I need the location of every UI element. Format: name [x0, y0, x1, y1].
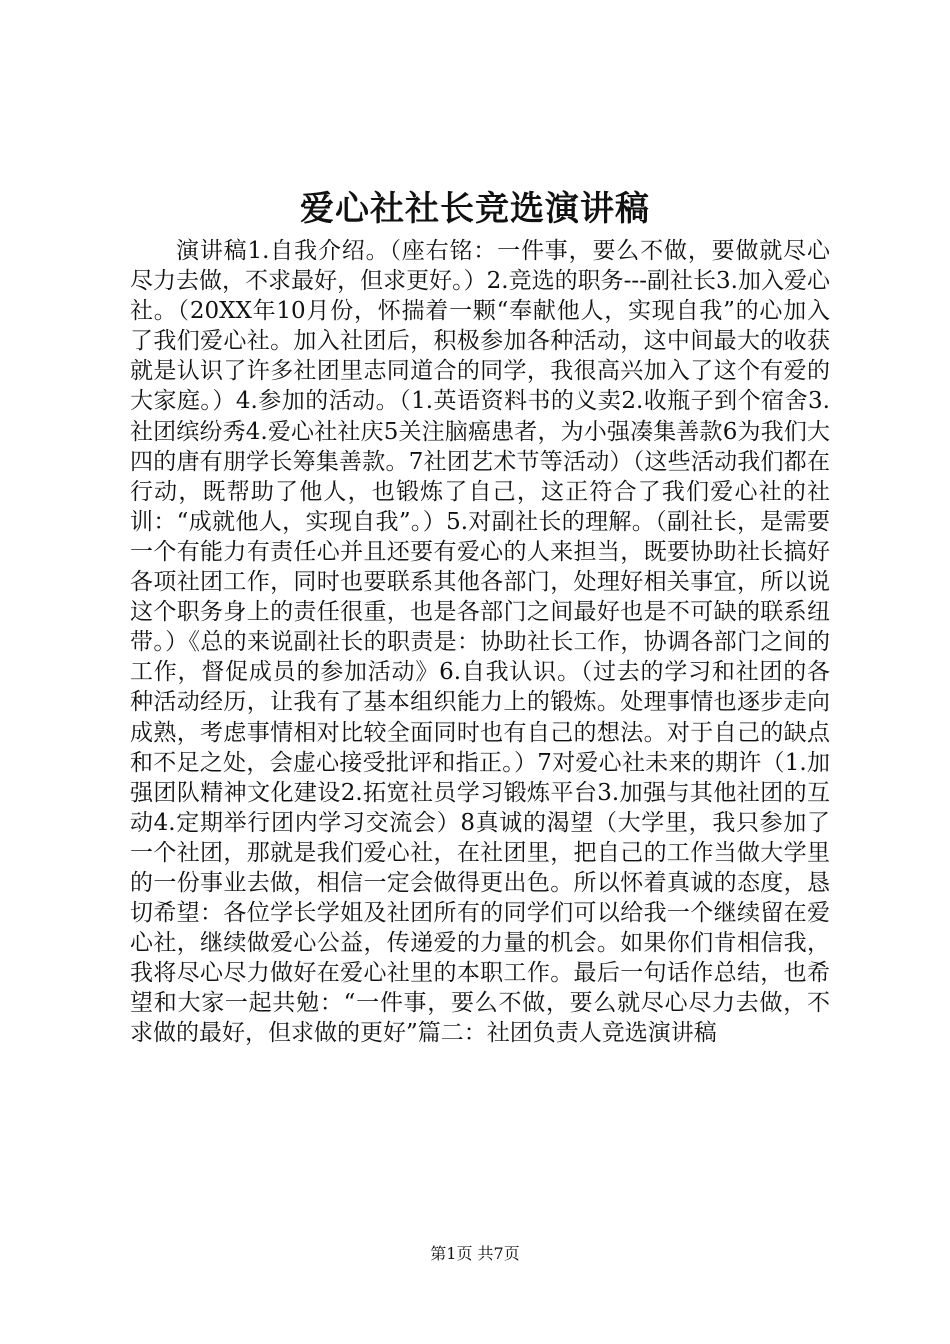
page-number-footer: 第1页 共7页: [430, 1244, 520, 1263]
document-body: 演讲稿1.自我介绍。（座右铭：一件事，要么不做，要做就尽心尽力去做，不求最好，但求更好。）2.竞选的职务---副社长3.加入爱心社。（20XX年10月份，怀揣着一颗“奉献他人，实现自我”的心加入了我们爱心社。加入社团后，积极参加各种活动，这中间最大的收获就是认识了许多社团里志同道合的同学，我很高兴加入了这个有爱的大家庭。）4.参加的活动。（1.英语资料书的义卖2.收瓶子到个宿舍3.社团缤纷秀4.爱心社社庆5关注脑癌患者，为小强凑集善款6为我们大四的唐有朋学长筹集善款。7社团艺术节等活动）（这些活动我们都在行动，既帮助了他人，也锻炼了自己，这正符合了我们爱心社的社训：“成就他人，实现自我”。）5.对副社长的理解。（副社长，是需要一个有能力有责任心并且还要有爱心的人来担当，既要协助社长搞好各项社团工作，同时也要联系其他各部门，处理好相关事宜，所以说这个职务身上的责任很重，也是各部门之间最好也是不可缺的联系纽带。）《总的来说副社长的职责是：协助社长工作，协调各部门之间的工作，督促成员的参加活动》6.自我认识。（过去的学习和社团的各种活动经历，让我有了基本组织能力上的锻炼。处理事情也逐步走向成熟，考虑事情相对比较全面同时也有自己的想法。对于自己的缺点和不足之处，会虚心接受批评和指正。）7对爱心社未来的期许（1.加强团队精神文化建设2.拓宽社员学习锻炼平台3.加强与其他社团的互动4.定期举行团内学习交流会）8真诚的渴望（大学里，我只参加了一个社团，那就是我们爱心社，在社团里，把自己的工作当做大学里的一份事业去做，相信一定会做得更出色。所以怀着真诚的态度，恳切希望：各位学长学姐及社团所有的同学们可以给我一个继续留在爱心社，继续做爱心公益，传递爱的力量的机会。如果你们肯相信我，我将尽心尽力做好在爱心社里的本职工作。最后一句话作总结，也希望和大家一起共勉：“一件事，要么不做，要么就尽心尽力去做，不求做的最好，但求做的更好”篇二：社团负责人竞选演讲稿: [130, 238, 830, 1047]
document-title: 爱心社社长竞选演讲稿: [300, 189, 650, 229]
